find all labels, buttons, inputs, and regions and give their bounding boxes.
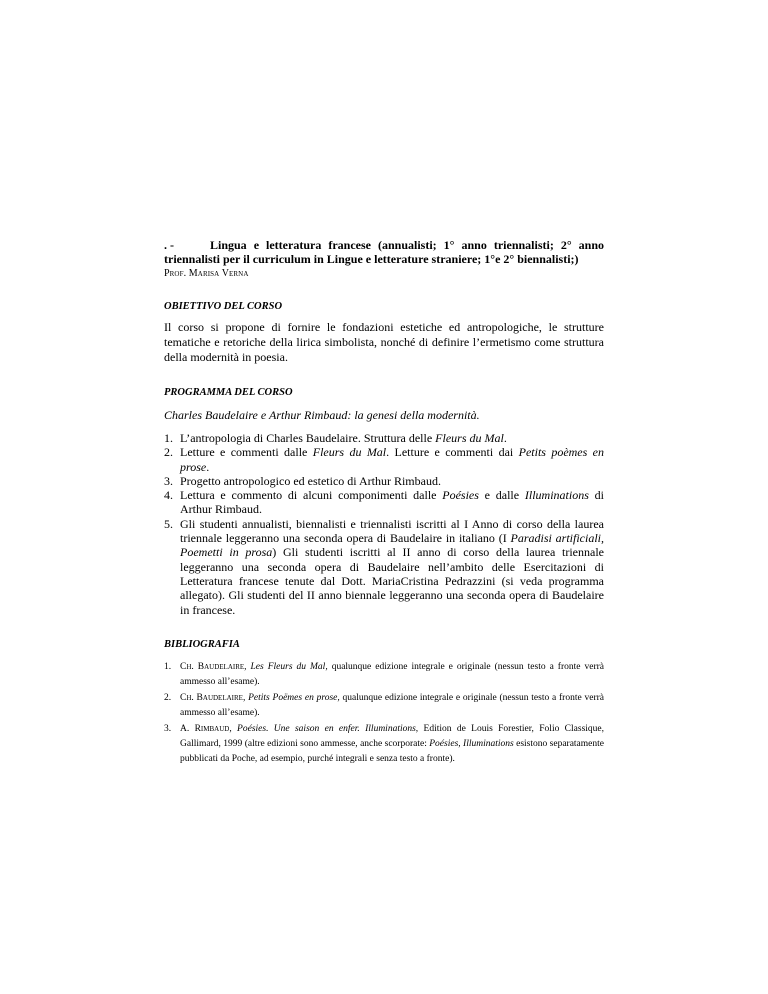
list-item — [164, 660, 604, 690]
document-page — [164, 238, 604, 768]
list-item-number: 3. — [164, 723, 172, 734]
list-item-text: Ch. Baudelaire, Petits Poëmes en prose, qualunque edizione integrale e originale (nessun testo a fronte verrà ammesso all’esame). — [180, 692, 605, 718]
program-subtitle: Charles Baudelaire e Arthur Rimbaud: la genesi della modernità. — [164, 408, 480, 422]
list-item-number: 1. — [164, 431, 173, 445]
program-list — [164, 431, 604, 617]
list-item — [164, 431, 604, 445]
bibliography-heading: BIBLIOGRAFIA — [164, 638, 240, 650]
professor-prefix: Prof. — [164, 268, 187, 279]
author: Ch. Baudelaire, — [180, 692, 246, 703]
course-title-text: Lingua e letteratura francese (annualisti; 1° anno triennalisti; 2° anno triennalisti per il curriculum in Lingue e letterature straniere; 1°e 2° biennalisti;) — [164, 238, 604, 266]
objective-text: Il corso si propone di fornire le fondazioni estetiche ed antropologiche, le strutture tematiche e retoriche della lirica simbolista, nonché di definire l’ermetismo come struttura della modernità in poesia. — [164, 320, 604, 364]
list-item-number: 2. — [164, 692, 172, 703]
list-item — [164, 691, 604, 721]
list-item-text: Letture e commenti dalle Fleurs du Mal. Letture e commenti dai Petits poèmes en prose. — [180, 445, 605, 474]
program-heading: PROGRAMMA DEL CORSO — [164, 387, 293, 398]
list-item-number: 5. — [164, 516, 173, 531]
author: A. Rimbaud, — [180, 723, 232, 734]
list-item-number: 1. — [164, 661, 172, 672]
list-item — [164, 488, 604, 517]
bibliography-list — [164, 660, 604, 767]
objective-heading: OBIETTIVO DEL CORSO — [164, 301, 283, 312]
list-item-text: Progetto antropologico ed estetico di Arthur Rimbaud. — [180, 473, 441, 488]
list-item-number: 3. — [164, 473, 173, 488]
author: Ch. Baudelaire, — [180, 661, 247, 672]
course-title — [164, 238, 604, 266]
course-number: . - — [164, 238, 174, 252]
list-item-number: 2. — [164, 445, 173, 460]
list-item — [164, 517, 604, 617]
list-item-text: L’antropologia di Charles Baudelaire. Struttura delle Fleurs du Mal. — [180, 431, 507, 445]
professor — [164, 268, 604, 279]
list-item — [164, 474, 604, 488]
professor-name: Marisa Verna — [188, 268, 249, 279]
list-item-text: Gli studenti annualisti, biennalisti e triennalisti iscritti al I Anno di corso della laurea triennale leggeranno una seconda opera di Baudelaire in italiano (I Paradisi artificiali, Poemetti in prosa) Gli studenti iscritti al II anno di corso della laurea triennale leggeranno una seconda opera di Baudelaire nell’ambito delle Esercitazioni di Letteratura francese tenute dal Dott. MariaCristina Pedrazzini (si veda programma allegato). Gli studenti del II anno biennale leggeranno una seconda opera di Baudelaire in francese. — [180, 516, 605, 617]
list-item-text: Lettura e commento di alcuni componimenti dalle Poésies e dalle Illuminations di Arthur Rimbaud. — [180, 488, 604, 517]
list-item-text: A. Rimbaud, Poésies. Une saison en enfer. Illuminations, Edition de Louis Forestier, Folio Classique, Gallimard, 1999 (altre edizioni sono ammesse, anche scorporate: Poésies, Illuminations esistono separatamente pubblicati da Poche, ad esempio, purché integrali e senza testo a fronte). — [180, 723, 604, 764]
list-item — [164, 445, 604, 474]
list-item — [164, 722, 604, 767]
list-item-number: 4. — [164, 488, 173, 503]
list-item-text: Ch. Baudelaire, Les Fleurs du Mal, qualunque edizione integrale e originale (nessun testo a fronte verrà ammesso all’esame). — [180, 661, 605, 687]
